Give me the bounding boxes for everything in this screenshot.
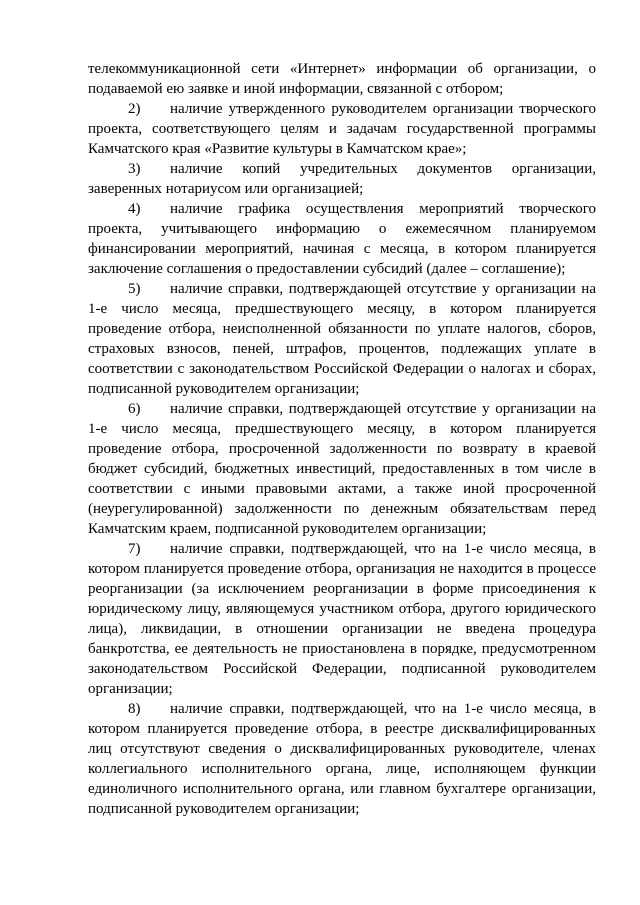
paragraph-text: телекоммуникационной сети «Интернет» информации об организации, о подаваемой ею заявке и иной информации, связанной с отбором;	[88, 61, 596, 97]
list-item-text: наличие копий учредительных документов организации, заверенных нотариусом или организацией;	[88, 161, 596, 197]
list-item-text: наличие графика осуществления мероприятий творческого проекта, учитывающего информацию о ежемесячном планируемом финансировании мероприятий, начиная с месяца, в котором планируется заключение соглашения о предоставлении субсидий (далее – соглашение);	[88, 201, 596, 277]
list-number: 6)	[128, 401, 141, 417]
list-number: 3)	[128, 161, 141, 177]
list-number: 7)	[128, 541, 141, 557]
list-item-2	[88, 99, 596, 159]
list-item-7	[88, 539, 596, 699]
list-item-5	[88, 279, 596, 399]
list-item-4	[88, 199, 596, 279]
list-item-6	[88, 399, 596, 539]
list-item-3	[88, 159, 596, 199]
list-number: 2)	[128, 101, 141, 117]
list-item-text: наличие справки, подтверждающей отсутствие у организации на 1-е число месяца, предшествующего месяцу, в котором планируется проведение отбора, просроченной задолженности по возврату в краевой бюджет субсидий, бюджетных инвестиций, предоставленных в том числе в соответствии с иными правовыми актами, а также иной просроченной (неурегулированной) задолженности по денежным обязательствам перед Камчатским краем, подписанной руководителем организации;	[88, 401, 596, 537]
paragraph-1-continuation	[88, 59, 596, 99]
list-item-text: наличие справки, подтверждающей отсутствие у организации на 1-е число месяца, предшествующего месяцу, в котором планируется проведение отбора, неисполненной обязанности по уплате налогов, сборов, страховых взносов, пеней, штрафов, процентов, подлежащих уплате в соответствии с законодательством Российской Федерации о налогах и сборах, подписанной руководителем организации;	[88, 281, 596, 397]
list-number: 5)	[128, 281, 141, 297]
list-number: 8)	[128, 701, 141, 717]
list-number: 4)	[128, 201, 141, 217]
document-page	[88, 59, 596, 819]
list-item-text: наличие справки, подтверждающей, что на 1-е число месяца, в котором планируется проведение отбора, в реестре дисквалифицированных лиц отсутствуют сведения о дисквалифицированных руководителе, членах коллегиального исполнительного органа, лице, исполняющем функции единоличного исполнительного органа, или главном бухгалтере организации, подписанной руководителем организации;	[88, 701, 596, 817]
list-item-text: наличие справки, подтверждающей, что на 1-е число месяца, в котором планируется проведение отбора, организация не находится в процессе реорганизации (за исключением реорганизации в форме присоединения к юридическому лицу, являющемуся участником отбора, другого юридического лица), ликвидации, в отношении организации не введена процедура банкротства, ее деятельность не приостановлена в порядке, предусмотренном законодательством Российской Федерации, подписанной руководителем организации;	[88, 541, 596, 697]
list-item-text: наличие утвержденного руководителем организации творческого проекта, соответствующего целям и задачам государственной программы Камчатского края «Развитие культуры в Камчатском крае»;	[88, 101, 596, 157]
list-item-8	[88, 699, 596, 819]
